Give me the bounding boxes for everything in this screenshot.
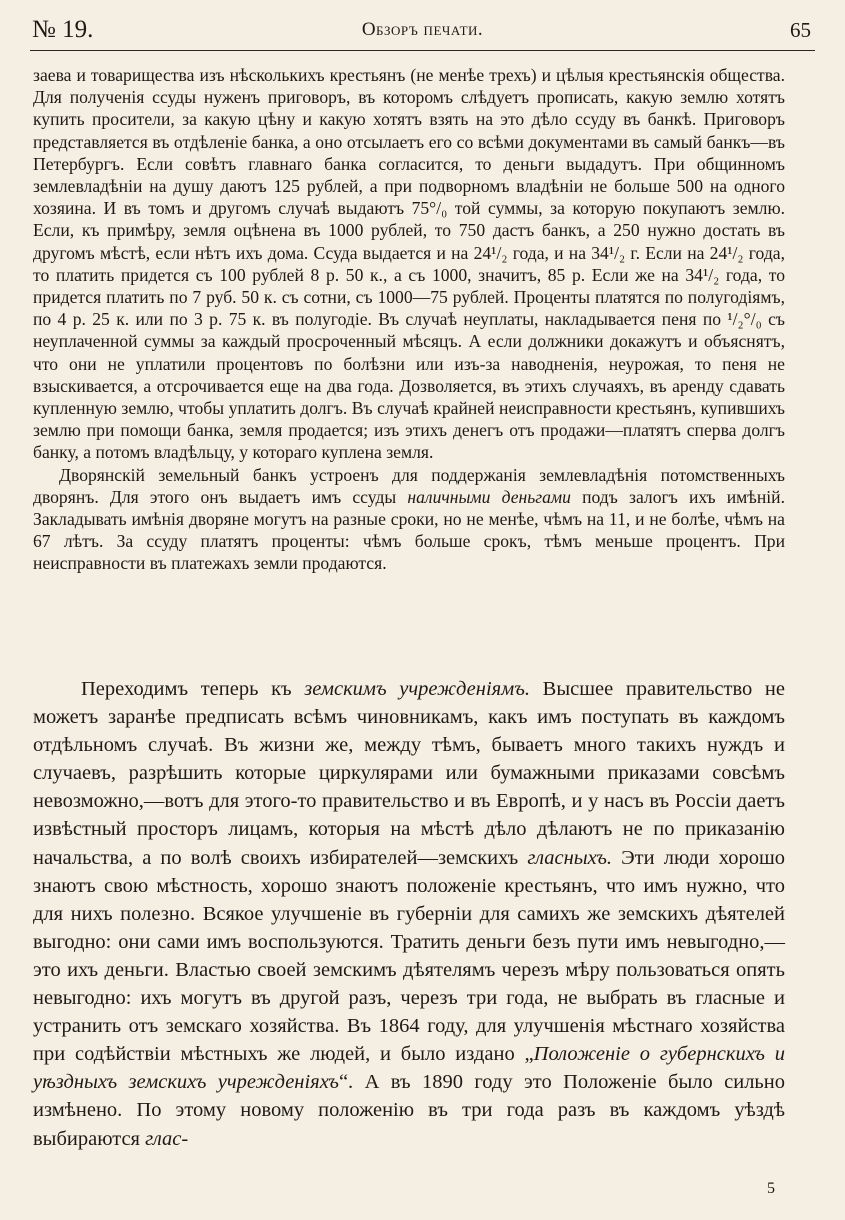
issue-number: № 19. <box>32 16 94 43</box>
italic-emphasis: глас- <box>145 1127 189 1150</box>
italic-emphasis: земскимъ учрежденіямъ. <box>304 678 531 700</box>
italic-emphasis: гласныхъ. <box>527 846 613 869</box>
italic-emphasis: наличными деньгами <box>407 486 571 507</box>
main-print-section <box>33 675 785 1153</box>
text-run: Дворянскій земельный банкъ устроенъ для поддержанія землевладѣнія потомственныхъ дворянъ. Для этого онъ выдаетъ имъ ссуды <box>33 464 785 507</box>
italic-emphasis: Положеніе о губернскихъ и уѣздныхъ земскихъ учрежденіяхъ <box>33 1043 785 1094</box>
paragraph-noble-bank <box>33 464 785 575</box>
page-number: 65 <box>790 18 811 42</box>
paragraph-zemstvo <box>33 675 785 1153</box>
small-print-section <box>33 64 785 575</box>
running-header <box>30 14 815 51</box>
paragraph-bank-loans: заева и товарищества изъ нѣсколькихъ крестьянъ (не менѣе трехъ) и цѣлыя крестьянскія общества. Для полученія ссуды нуженъ приговоръ, въ которомъ слѣдуетъ прописать, какую землю хотятъ купить просители, за какую цѣну и какую хотятъ взять на это дѣло ссуду въ банкѣ. Приговоръ представляется въ отдѣленіе банка, а оно отсылаетъ его со всѣми документами въ самый банкъ—въ Петербургъ. Если совѣтъ главнаго банка согласится, то деньги выдадутъ. При общинномъ землевладѣніи на душу даютъ 125 рублей, а при подворномъ владѣніи не больше 500 на одного хозяина. И въ томъ и другомъ случаѣ выдаютъ 75°/₀ той суммы, за которую покупаютъ землю. Если, къ примѣру, земля оцѣнена въ 1000 рублей, то 750 дастъ банкъ, а 250 нужно достать въ другомъ мѣстѣ, если нѣтъ ихъ дома. Ссуда выдается и на 24¹/₂ года, и на 34¹/₂ г. Если на 24¹/₂ года, то платить придется съ 100 рублей 8 р. 50 к., а съ 1000, значитъ, 85 р. Если же на 34¹/₂ года, то придется платить по 7 руб. 50 к. съ сотни, съ 1000—75 рублей. Проценты платятся по полугодіямъ, по 4 р. 25 к. или по 3 р. 75 к. въ полугодіе. Въ случаѣ неуплаты, накладывается пеня по ¹/₂°/₀ съ неуплаченной суммы за каждый просроченный мѣсяцъ. А если должники докажутъ и объяснятъ, что они не уплатили процентовъ по болѣзни или изъ-за наводненія, неурожая, то пеня не взыскивается, а отсрочивается еще на два года. Дозволяется, въ этихъ случаяхъ, въ аренду сдавать купленную землю, чтобы уплатить долгъ. Въ случаѣ крайней неисправности крестьянъ, купившихъ землю при помощи банка, земля продается; изъ этихъ денегъ отъ продажи—платятъ сперва долгъ банку, а потомъ владѣльцу, у котораго куплена земля. <box>33 65 785 463</box>
text-run: Переходимъ теперь къ <box>81 678 305 700</box>
text-run: Высшее правительство не можетъ заранѣе предписать всѣмъ чиновникамъ, какъ имъ поступать въ каждомъ отдѣльномъ случаѣ. Въ жизни же, между тѣмъ, бываетъ много такихъ нуждъ и случаевъ, разрѣшить которые циркулярами или бумажными приказами совсѣмъ невозможно,—вотъ для этого-то правительство и въ Европѣ, и у насъ въ Россіи даетъ извѣстный просторъ лицамъ, которыя на мѣстѣ дѣло дѣлаютъ не по приказанію начальства, а по волѣ своихъ избирателей—земскихъ <box>33 678 785 869</box>
text-run: подъ залогъ ихъ имѣній. Закладывать имѣнія дворяне могутъ на разные сроки, но не менѣе, чѣмъ на 11, и не болѣе, чѣмъ на 67 лѣтъ. За ссуду платятъ проценты: чѣмъ больше срокъ, тѣмъ меньше процентъ. При неисправности въ платежахъ земли продаются. <box>33 486 785 574</box>
text-run: Эти люди хорошо знаютъ свою мѣстность, хорошо знаютъ положеніе крестьянъ, что имъ нужно, что для нихъ полезно. Всякое улучшеніе въ губерніи для самихъ же земскихъ дѣятелей выгодно: они сами имъ воспользуются. Тратить деньги безъ пути имъ невыгодно,—это ихъ деньги. Властью своей земскимъ дѣятелямъ черезъ мѣру пользоваться опять невыгодно: ихъ могутъ въ другой разъ, черезъ три года, не выбрать въ гласные и устранить отъ земскаго хозяйства. Въ 1864 году, для улучшенія мѣстнаго хозяйства при содѣйствіи мѣстныхъ же людей, и было издано „ <box>33 846 785 1066</box>
signature-mark: 5 <box>767 1180 775 1197</box>
section-title: Обзоръ печати. <box>361 19 484 40</box>
text-run: “. А въ 1890 году это Положеніе было сильно измѣнено. По этому новому положенію въ три года разъ въ каждомъ уѣздѣ выбираются <box>33 1071 785 1150</box>
